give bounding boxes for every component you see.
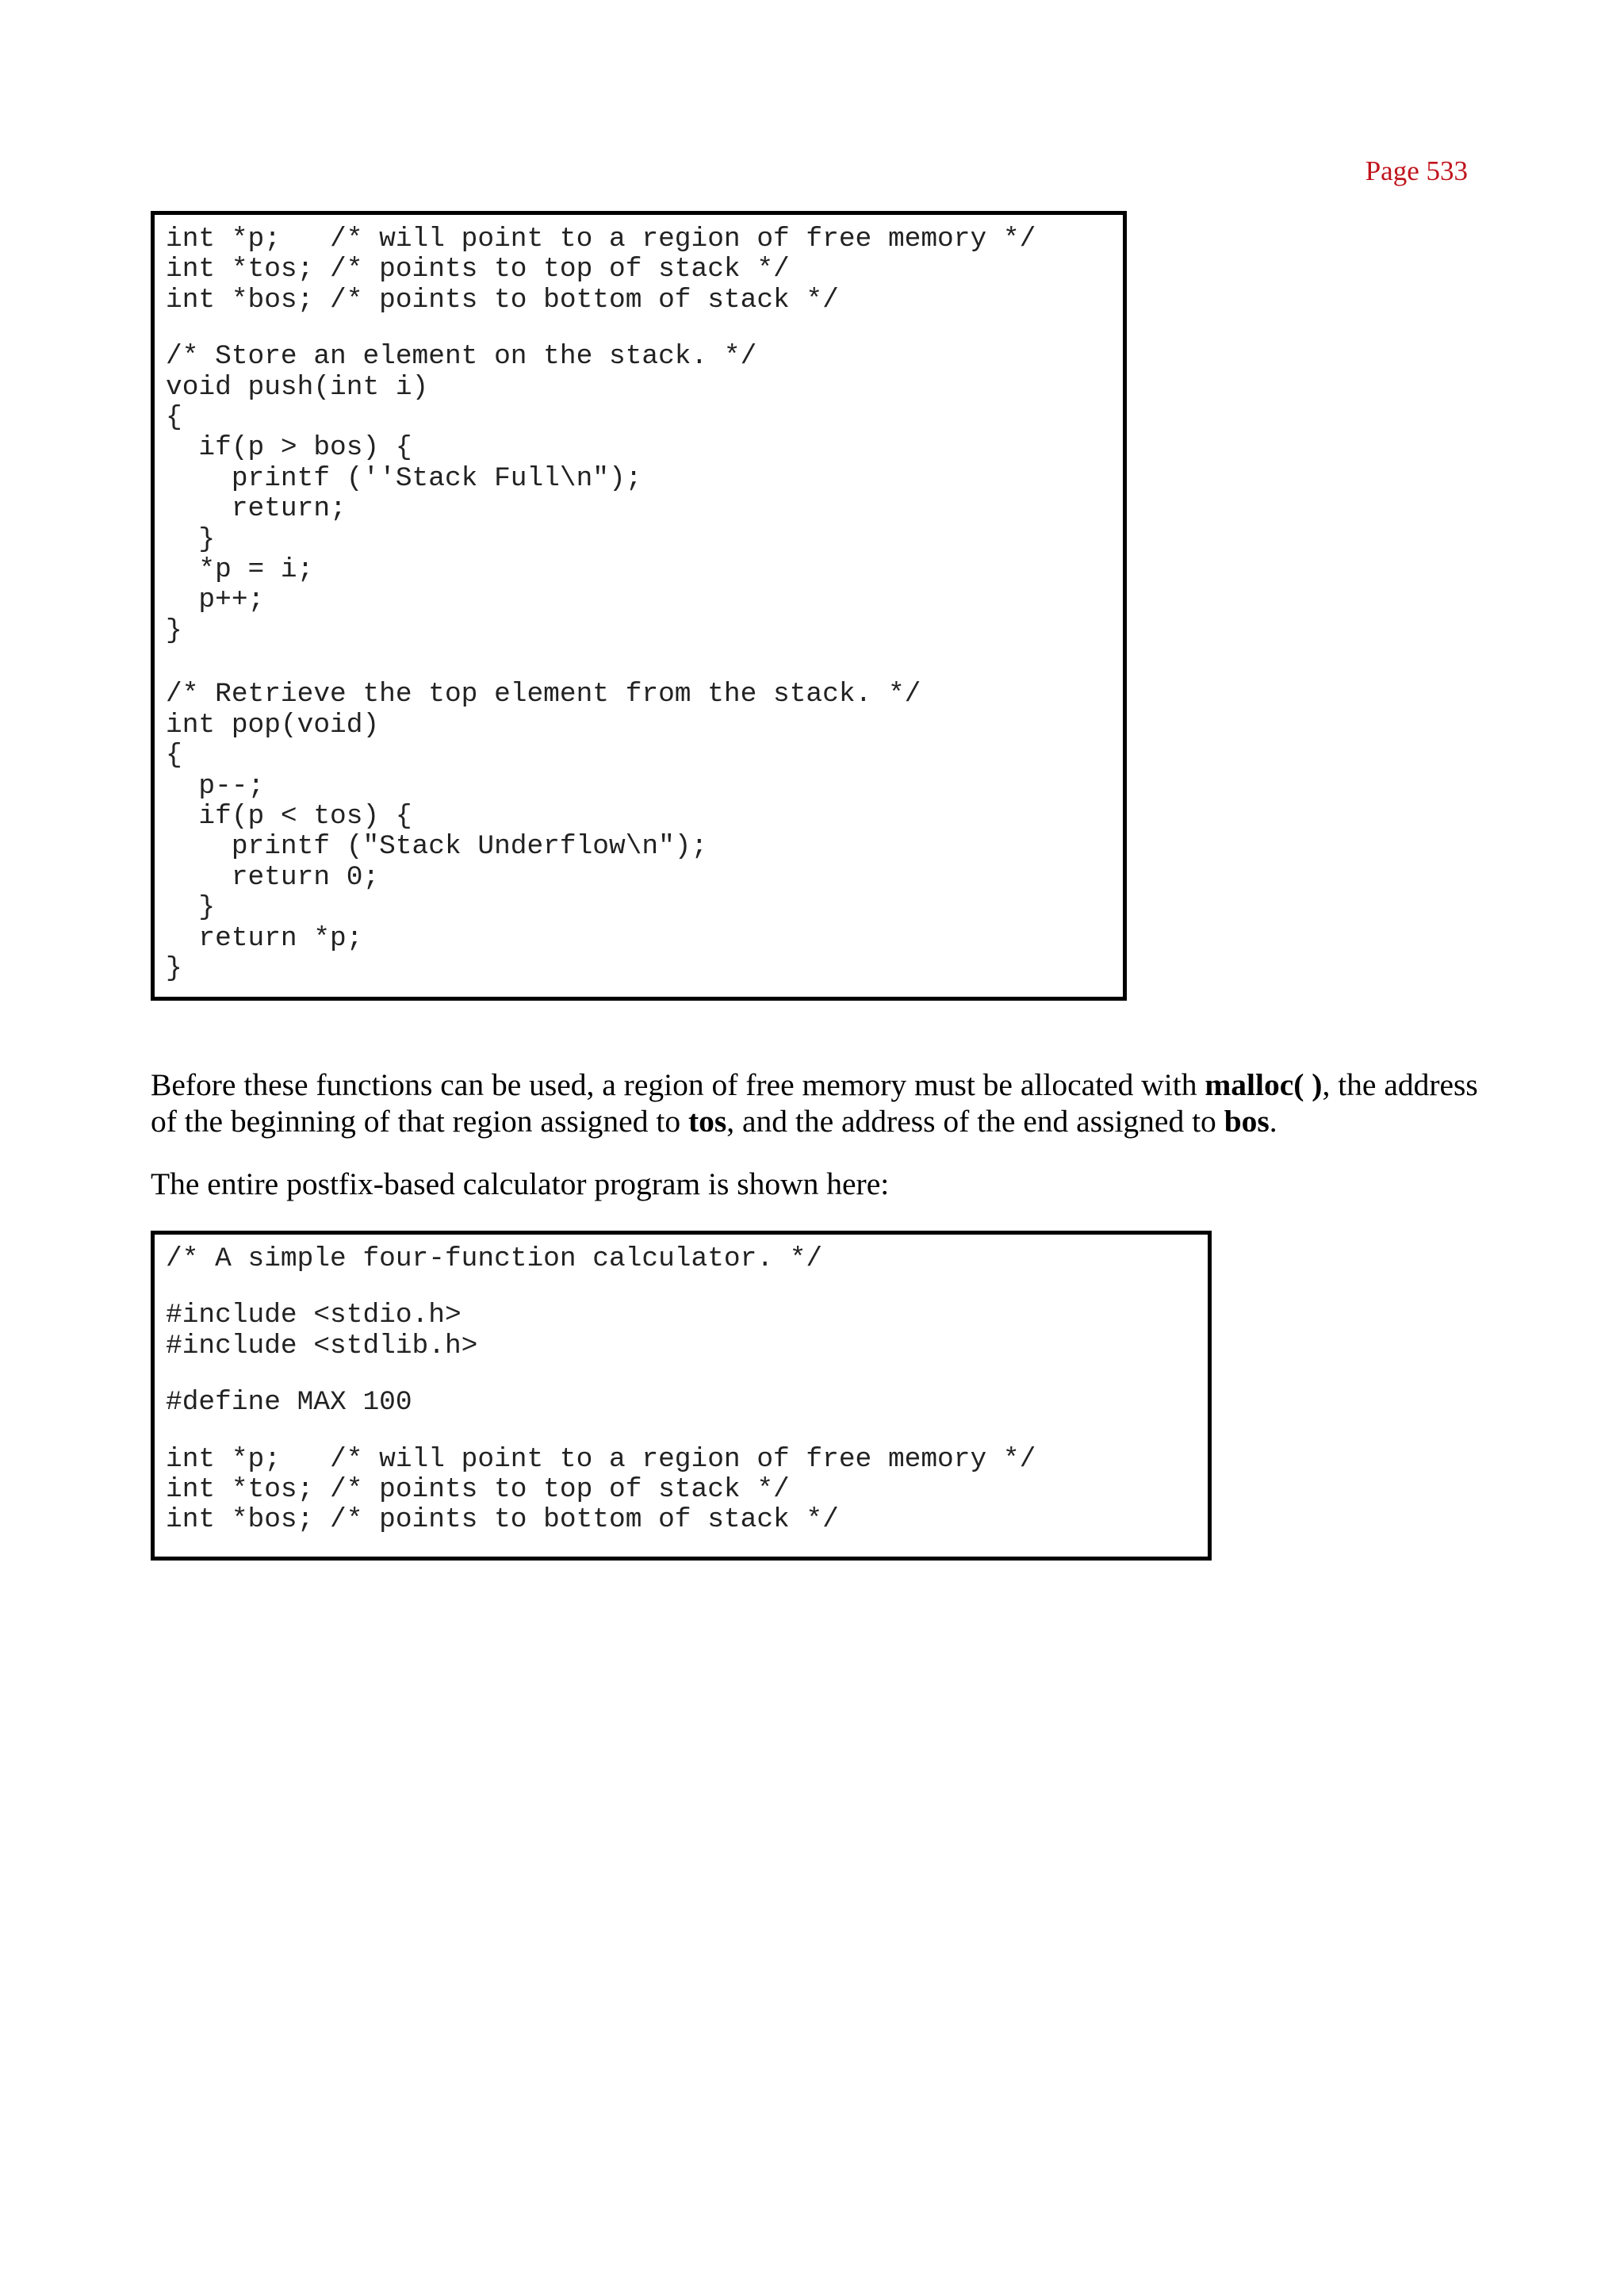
- code-line: printf (''Stack Full\n");: [166, 462, 642, 494]
- code-line: void push(int i): [166, 371, 429, 403]
- code-line: int *tos; /* points to top of stack */: [166, 1474, 790, 1506]
- body-paragraph: The entire postfix-based calculator program is shown here:: [151, 1166, 890, 1201]
- paragraph-text: , and the address of the end assigned to: [726, 1104, 1224, 1139]
- code-line: printf ("Stack Underflow\n");: [166, 831, 708, 863]
- code-line: /* A simple four-function calculator. */: [166, 1243, 823, 1274]
- paragraph-text: .: [1269, 1104, 1277, 1139]
- paragraph-text: , the address of the beginning of that region assigned to: [151, 1067, 1478, 1139]
- code-line: return 0;: [166, 861, 380, 893]
- code-line: #define MAX 100: [166, 1387, 412, 1419]
- code-line: int *tos; /* points to top of stack */: [166, 254, 790, 285]
- code-line: p++;: [166, 584, 265, 616]
- term-tos: tos: [688, 1104, 727, 1139]
- code-line: {: [166, 740, 182, 772]
- code-listing-stack-functions: [151, 211, 1127, 1001]
- code-line: /* Store an element on the stack. */: [166, 341, 757, 373]
- code-line: if(p > bos) {: [166, 432, 412, 464]
- code-line: *p = i;: [166, 554, 314, 586]
- code-line: p--;: [166, 770, 265, 802]
- code-line: }: [166, 892, 216, 924]
- term-bos: bos: [1224, 1104, 1270, 1139]
- code-line: }: [166, 523, 216, 555]
- code-line: int *bos; /* points to bottom of stack */: [166, 284, 839, 316]
- body-paragraph: [151, 1067, 1483, 1139]
- code-line: return *p;: [166, 922, 363, 954]
- code-line: int *bos; /* points to bottom of stack */: [166, 1504, 839, 1536]
- code-line: if(p < tos) {: [166, 800, 412, 832]
- paragraph-text: Before these functions can be used, a region of free memory must be allocated with: [151, 1067, 1205, 1102]
- code-listing-calculator: [151, 1231, 1212, 1561]
- page-number: Page 533: [1365, 155, 1468, 186]
- code-line: int *p; /* will point to a region of free memory */: [166, 1443, 1036, 1475]
- code-line: int pop(void): [166, 709, 380, 741]
- code-line: #include <stdlib.h>: [166, 1330, 478, 1361]
- code-line: return;: [166, 493, 347, 525]
- code-line: }: [166, 615, 182, 646]
- code-line: #include <stdio.h>: [166, 1300, 462, 1331]
- term-malloc: malloc( ): [1205, 1067, 1323, 1102]
- code-line: /* Retrieve the top element from the stack. */: [166, 679, 921, 710]
- code-line: {: [166, 402, 182, 434]
- code-line: int *p; /* will point to a region of free memory */: [166, 224, 1036, 255]
- code-line: }: [166, 952, 182, 984]
